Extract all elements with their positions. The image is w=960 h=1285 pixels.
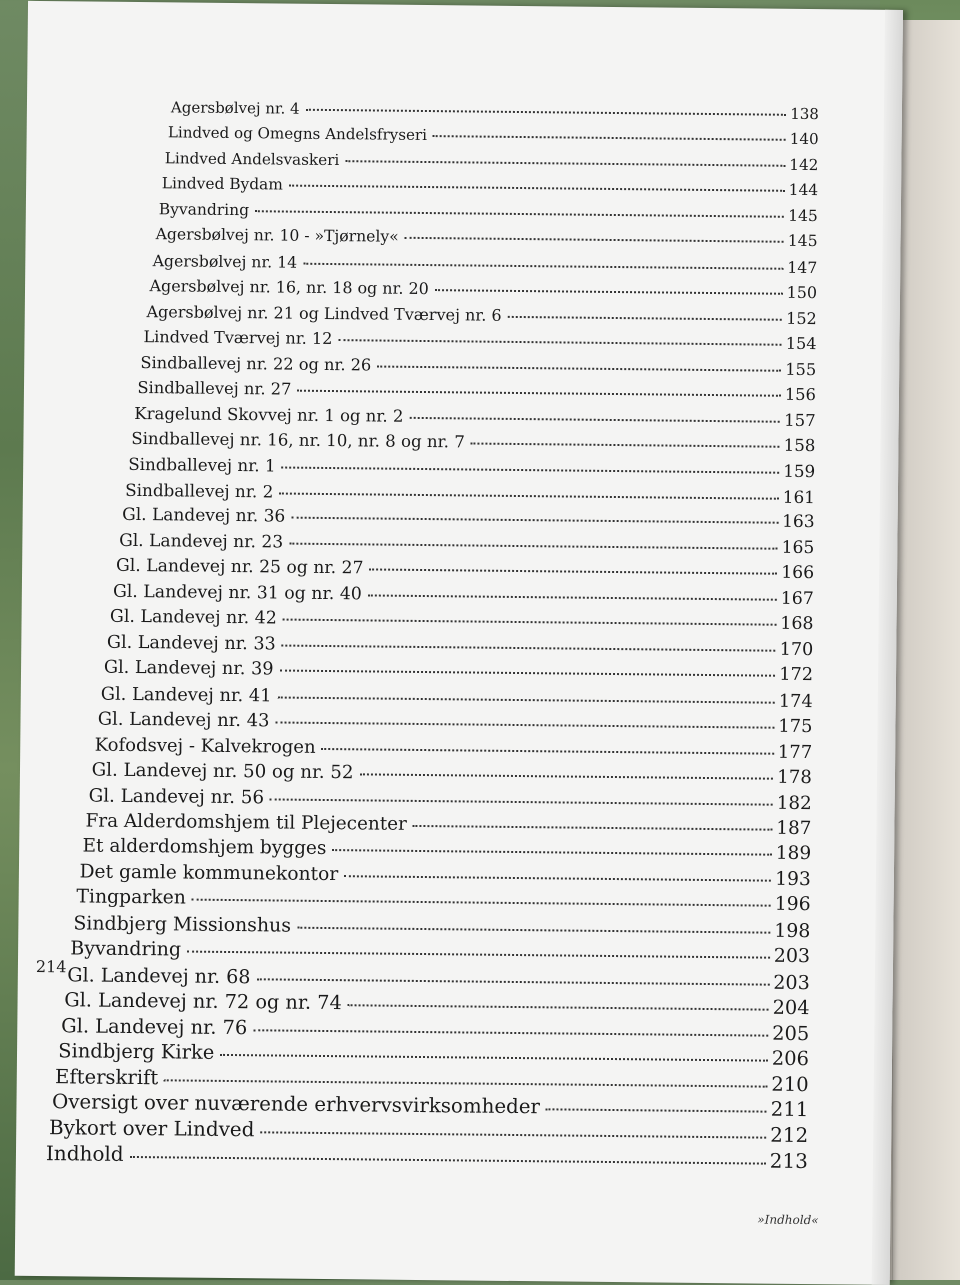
toc-dot-leader: [322, 747, 774, 755]
toc-entry-page: 212: [770, 1123, 809, 1147]
toc-entry-page: 198: [774, 919, 811, 942]
toc-entry: [162, 175, 818, 200]
toc-entry: [146, 302, 816, 328]
toc-entry-title: Sindballevej nr. 22 og nr. 26: [140, 352, 372, 375]
toc-dot-leader: [192, 898, 771, 907]
toc-entry: [110, 607, 814, 634]
toc-entry-title: Gl. Landevej nr. 41: [100, 683, 272, 707]
toc-dot-leader: [283, 618, 777, 626]
toc-entry: [46, 1141, 808, 1173]
toc-entry: [104, 658, 813, 685]
toc-dot-leader: [303, 261, 783, 269]
toc-entry-page: 145: [787, 232, 818, 251]
toc-dot-leader: [282, 643, 776, 651]
toc-entry: [128, 454, 815, 481]
toc-dot-leader: [344, 874, 771, 881]
toc-entry-page: 159: [783, 461, 816, 482]
toc-entry: [122, 505, 815, 532]
toc-entry-title: Gl. Landevej nr. 33: [106, 632, 276, 655]
toc-entry-title: Gl. Landevej nr. 39: [103, 657, 274, 680]
toc-entry-page: 165: [781, 537, 815, 558]
toc-entry-title: Sindballevej nr. 1: [128, 454, 276, 476]
toc-dot-leader: [405, 236, 784, 243]
toc-dot-leader: [289, 184, 785, 192]
toc-dot-leader: [297, 389, 780, 397]
toc-entry-title: Gl. Landevej nr. 25 og nr. 27: [115, 556, 364, 579]
toc-entry: [76, 887, 810, 916]
toc-entry: [150, 276, 818, 302]
toc-entry-title: Gl. Landevej nr. 56: [88, 785, 265, 808]
toc-entry-page: 168: [780, 614, 814, 635]
toc-entry-title: Sindballevej nr. 2: [125, 479, 274, 502]
toc-dot-leader: [282, 466, 780, 474]
toc-entry: [168, 124, 819, 149]
toc-entry-page: 142: [789, 155, 819, 175]
toc-entry-page: 140: [789, 130, 819, 149]
toc-entry-page: 174: [778, 690, 813, 712]
toc-dot-leader: [508, 315, 783, 321]
toc-entry-title: Gl. Landevej nr. 68: [67, 963, 251, 988]
toc-entry-page: 152: [786, 308, 817, 328]
toc-entry: [70, 938, 810, 968]
toc-dot-leader: [413, 824, 773, 831]
toc-entry-title: Sindbjerg Missionshus: [73, 912, 292, 937]
toc-entry-page: 172: [779, 664, 814, 686]
toc-dot-leader: [377, 364, 781, 371]
toc-dot-leader: [291, 516, 778, 524]
toc-entry-page: 163: [782, 512, 815, 533]
toc-entry-page: 203: [773, 944, 811, 968]
toc-dot-leader: [255, 209, 784, 218]
toc-entry: [140, 353, 816, 379]
toc-entry-title: Byvandring: [70, 937, 182, 961]
toc-entry-title: Gl. Landevej nr. 72 og nr. 74: [64, 988, 342, 1015]
toc-entry-page: 193: [775, 868, 811, 890]
toc-entry-page: 150: [786, 283, 818, 303]
toc-entry-page: 187: [776, 817, 812, 840]
toc-entry-title: Agersbølvej nr. 10 - »Tjørnely«: [155, 225, 399, 247]
toc-entry: [85, 810, 811, 839]
toc-entry: [165, 149, 819, 174]
page-number: 214: [35, 956, 67, 977]
toc-entry-page: 155: [785, 359, 817, 379]
toc-entry: [98, 709, 813, 737]
toc-entry-title: Gl. Landevej nr. 31 og nr. 40: [112, 581, 362, 605]
toc-dot-leader: [270, 797, 773, 805]
toc-entry-title: Lindved Tværvej nr. 12: [143, 327, 333, 349]
toc-dot-leader: [359, 772, 773, 779]
toc-entry-title: Tingparken: [76, 886, 187, 909]
toc-entry-title: Kragelund Skovvej nr. 1 og nr. 2: [134, 403, 404, 426]
toc-entry-page: 177: [777, 741, 813, 763]
toc-entry-page: 175: [778, 715, 813, 738]
toc-entry-title: Bykort over Lindved: [48, 1115, 255, 1141]
toc-entry-title: Gl. Landevej nr. 50 og nr. 52: [91, 759, 354, 784]
toc-entry-page: 166: [781, 563, 815, 584]
toc-dot-leader: [297, 926, 770, 934]
toc-entry: [116, 556, 814, 583]
toc-dot-leader: [289, 541, 778, 549]
toc-entry-page: 170: [779, 639, 814, 660]
toc-entry: [137, 378, 816, 404]
toc-entry: [82, 836, 811, 865]
toc-entry-page: 157: [784, 410, 816, 430]
facing-page-edge: [892, 20, 960, 1280]
toc-entry-page: 204: [772, 995, 810, 1020]
toc-entry-page: 138: [790, 104, 819, 124]
toc-entry: [92, 760, 812, 789]
toc-entry-page: 203: [773, 970, 810, 994]
toc-entry-page: 145: [788, 206, 818, 225]
toc-dot-leader: [253, 1028, 768, 1036]
toc-dot-leader: [338, 338, 781, 346]
toc-dot-leader: [260, 1130, 766, 1138]
toc-entry-title: Gl. Landevej nr. 76: [61, 1013, 248, 1039]
toc-entry: [131, 429, 815, 455]
toc-entry-title: Indhold: [45, 1141, 124, 1166]
table-of-contents: [15, 1, 903, 1285]
toc-dot-leader: [275, 721, 774, 729]
toc-dot-leader: [130, 1155, 766, 1165]
toc-dot-leader: [435, 288, 783, 295]
toc-entry-page: 147: [787, 257, 818, 277]
toc-entry-title: Efterskrift: [54, 1064, 159, 1089]
toc-entry: [159, 200, 818, 225]
toc-entry-title: Agersbølvej nr. 16, nr. 18 og nr. 20: [149, 276, 429, 299]
toc-entry-page: 206: [771, 1046, 810, 1071]
toc-dot-leader: [280, 669, 776, 677]
toc-entry: [134, 404, 816, 430]
toc-entry: [171, 98, 819, 123]
toc-entry-page: 213: [769, 1148, 809, 1174]
toc-dot-leader: [256, 977, 769, 985]
toc-entry-page: 211: [770, 1097, 809, 1122]
toc-entry-title: Gl. Landevej nr. 42: [109, 606, 277, 629]
toc-dot-leader: [279, 491, 779, 499]
toc-entry-title: Lindved Andelsvaskeri: [164, 149, 340, 170]
toc-entry-page: 158: [783, 435, 816, 456]
toc-entry-title: Agersbølvej nr. 4: [170, 98, 300, 118]
toc-entry: [95, 734, 813, 763]
toc-entry: [153, 251, 818, 277]
toc-dot-leader: [345, 159, 785, 167]
toc-entry-page: 210: [771, 1072, 809, 1096]
toc-dot-leader: [546, 1107, 767, 1112]
toc-entry-page: 156: [784, 384, 817, 405]
toc-dot-leader: [187, 950, 770, 959]
toc-dot-leader: [409, 415, 780, 422]
toc-entry: [89, 785, 812, 814]
toc-entry-title: Sindbjerg Kirke: [58, 1039, 215, 1064]
toc-entry-title: Kofodsvej - Kalvekrogen: [94, 734, 316, 758]
toc-entry: [79, 861, 811, 890]
toc-dot-leader: [369, 568, 777, 575]
toc-entry-title: Agersbølvej nr. 14: [152, 250, 298, 272]
toc-entry-title: Lindved Bydam: [161, 174, 283, 194]
toc-entry-title: Agersbølvej nr. 21 og Lindved Tværvej nr. 6: [146, 301, 502, 325]
toc-entry-page: 205: [772, 1021, 810, 1045]
toc-entry-title: Byvandring: [158, 200, 250, 220]
toc-dot-leader: [164, 1078, 767, 1087]
toc-entry-title: Gl. Landevej nr. 43: [97, 708, 270, 732]
toc-entry-page: 189: [775, 843, 812, 865]
toc-entry: [101, 683, 813, 711]
toc-entry: [156, 225, 818, 250]
toc-entry-page: 161: [782, 486, 815, 508]
toc-entry-page: 182: [776, 792, 812, 814]
book-page: [15, 1, 903, 1285]
toc-entry-page: 167: [780, 588, 814, 609]
toc-dot-leader: [471, 442, 780, 448]
toc-entry-title: Oversigt over nuværende erhvervsvirksomheder: [51, 1090, 541, 1119]
toc-entry-page: 196: [774, 894, 811, 916]
toc-entry-title: Fra Alderdomshjem til Plejecenter: [85, 810, 407, 835]
toc-entry: [119, 531, 814, 558]
toc-dot-leader: [348, 1003, 769, 1010]
toc-entry: [107, 632, 814, 659]
toc-entry-title: Et alderdomshjem bygges: [82, 835, 327, 860]
running-footer: »Indhold«: [757, 1212, 819, 1228]
toc-entry: [143, 327, 816, 353]
toc-dot-leader: [277, 695, 774, 703]
toc-entry-title: Gl. Landevej nr. 36: [122, 505, 286, 527]
toc-dot-leader: [332, 849, 771, 857]
toc-entry: [73, 912, 810, 942]
toc-entry-page: 178: [777, 766, 813, 789]
toc-entry-title: Gl. Landevej nr. 23: [119, 530, 284, 553]
toc-dot-leader: [306, 108, 787, 116]
toc-entry-page: 144: [788, 181, 819, 200]
toc-entry-title: Sindballevej nr. 27: [137, 378, 292, 399]
toc-dot-leader: [220, 1053, 767, 1062]
toc-entry-title: Lindved og Omegns Andelsfryseri: [167, 123, 428, 145]
toc-dot-leader: [368, 593, 777, 600]
toc-dot-leader: [433, 135, 786, 142]
toc-entry: [125, 480, 815, 507]
toc-entry: [113, 582, 814, 609]
toc-entry-title: Det gamle kommunekontor: [79, 861, 339, 886]
toc-entry-page: 154: [785, 333, 817, 354]
toc-entry-title: Sindballevej nr. 16, nr. 10, nr. 8 og nr. 7: [131, 428, 465, 452]
